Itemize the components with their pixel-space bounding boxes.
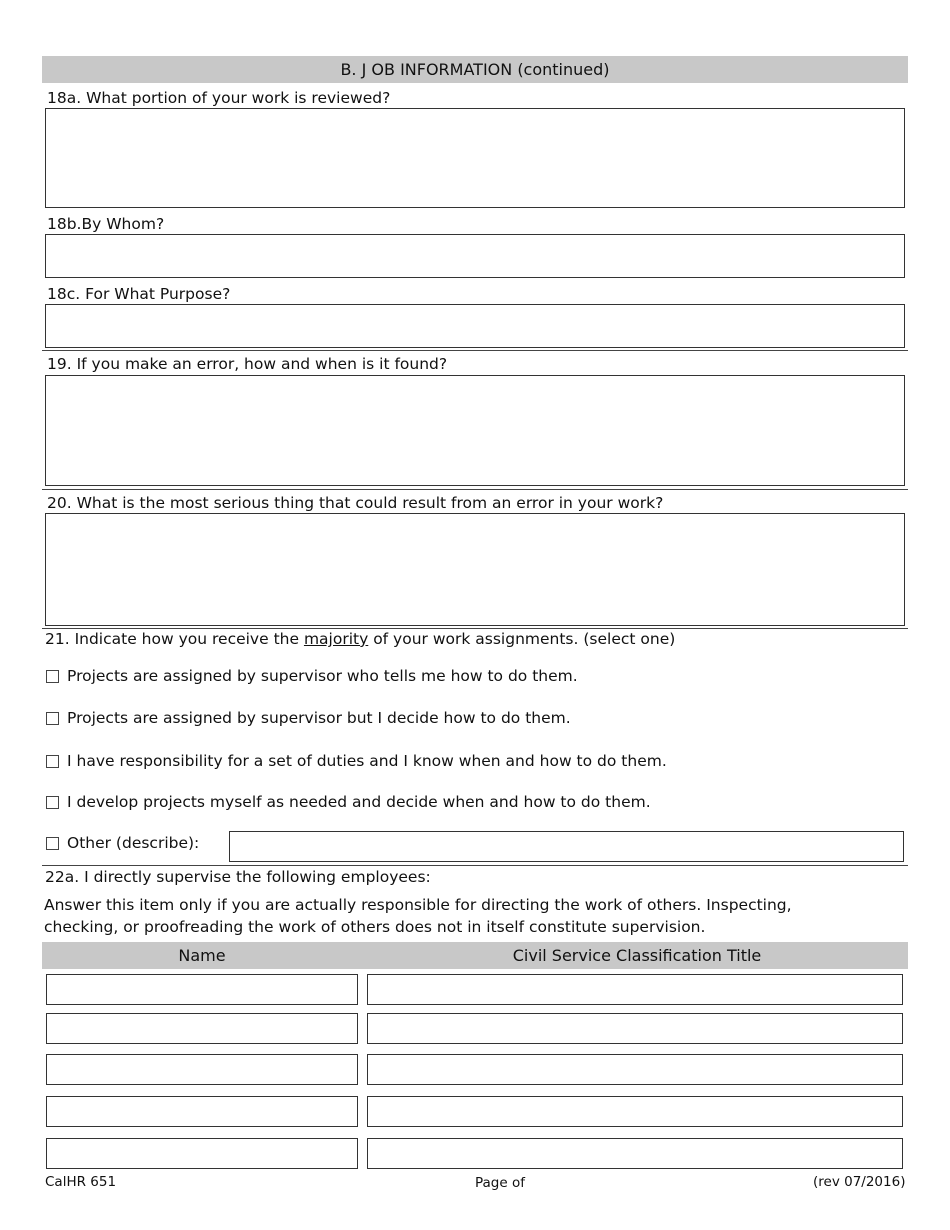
option-supervisor-assigns[interactable]: Projects are assigned by supervisor but I decide how to do them. bbox=[46, 709, 571, 727]
employee-title-field[interactable] bbox=[367, 1138, 903, 1169]
employee-title-field[interactable] bbox=[367, 1096, 903, 1127]
instructions-text: Answer this item only if you are actually responsible for directing the work of others. Inspecting, checking, or proofreading the work of others does not in itself constitute supervision. bbox=[44, 896, 792, 936]
employee-name-field[interactable] bbox=[46, 1138, 358, 1169]
checkbox[interactable] bbox=[46, 670, 59, 683]
employee-name-field[interactable] bbox=[46, 1096, 358, 1127]
checkbox[interactable] bbox=[46, 755, 59, 768]
column-header-title: Civil Service Classification Title bbox=[512, 946, 762, 965]
divider bbox=[42, 865, 908, 866]
employee-title-field[interactable] bbox=[367, 1013, 903, 1044]
page-number: Page of bbox=[475, 1175, 525, 1191]
option-other[interactable]: Other (describe): bbox=[46, 834, 199, 852]
divider bbox=[42, 350, 908, 351]
checkbox[interactable] bbox=[46, 837, 59, 850]
employee-title-field[interactable] bbox=[367, 974, 903, 1005]
employee-name-field[interactable] bbox=[46, 974, 358, 1005]
question-19-field[interactable] bbox=[45, 375, 905, 486]
question-18c-field[interactable] bbox=[45, 304, 905, 348]
checkbox[interactable] bbox=[46, 712, 59, 725]
question-20-label: 20. What is the most serious thing that could result from an error in your work? bbox=[47, 494, 664, 512]
form-id: CalHR 651 bbox=[45, 1174, 117, 1190]
option-develop-projects[interactable]: I develop projects myself as needed and decide when and how to do them. bbox=[46, 793, 651, 811]
employee-title-field[interactable] bbox=[367, 1054, 903, 1085]
employee-name-field[interactable] bbox=[46, 1054, 358, 1085]
divider bbox=[42, 489, 908, 490]
divider bbox=[42, 628, 908, 629]
employee-table-header bbox=[42, 942, 908, 969]
checkbox[interactable] bbox=[46, 796, 59, 809]
question-18a-field[interactable] bbox=[45, 108, 905, 208]
revision-date: (rev 07/2016) bbox=[813, 1174, 906, 1190]
other-describe-field[interactable] bbox=[229, 831, 904, 862]
question-18b-label: 18b.By Whom? bbox=[47, 215, 165, 233]
option-supervisor-tells[interactable]: Projects are assigned by supervisor who tells me how to do them. bbox=[46, 667, 578, 685]
employee-name-field[interactable] bbox=[46, 1013, 358, 1044]
question-18b-field[interactable] bbox=[45, 234, 905, 278]
question-21-label: 21. Indicate how you receive the majority of your work assignments. (select one) bbox=[45, 630, 676, 648]
emphasis-majority: majority bbox=[303, 630, 369, 648]
section-header: B. J OB INFORMATION (continued) bbox=[42, 56, 908, 83]
question-20-field[interactable] bbox=[45, 513, 905, 626]
column-header-name: Name bbox=[178, 946, 226, 965]
option-own-duties[interactable]: I have responsibility for a set of duties and I know when and how to do them. bbox=[46, 752, 667, 770]
question-19-label: 19. If you make an error, how and when is it found? bbox=[47, 355, 448, 373]
question-18a-label: 18a. What portion of your work is reviewed? bbox=[47, 89, 391, 107]
question-18c-label: 18c. For What Purpose? bbox=[47, 285, 231, 303]
question-22a-label: 22a. I directly supervise the following employees: bbox=[45, 868, 431, 886]
